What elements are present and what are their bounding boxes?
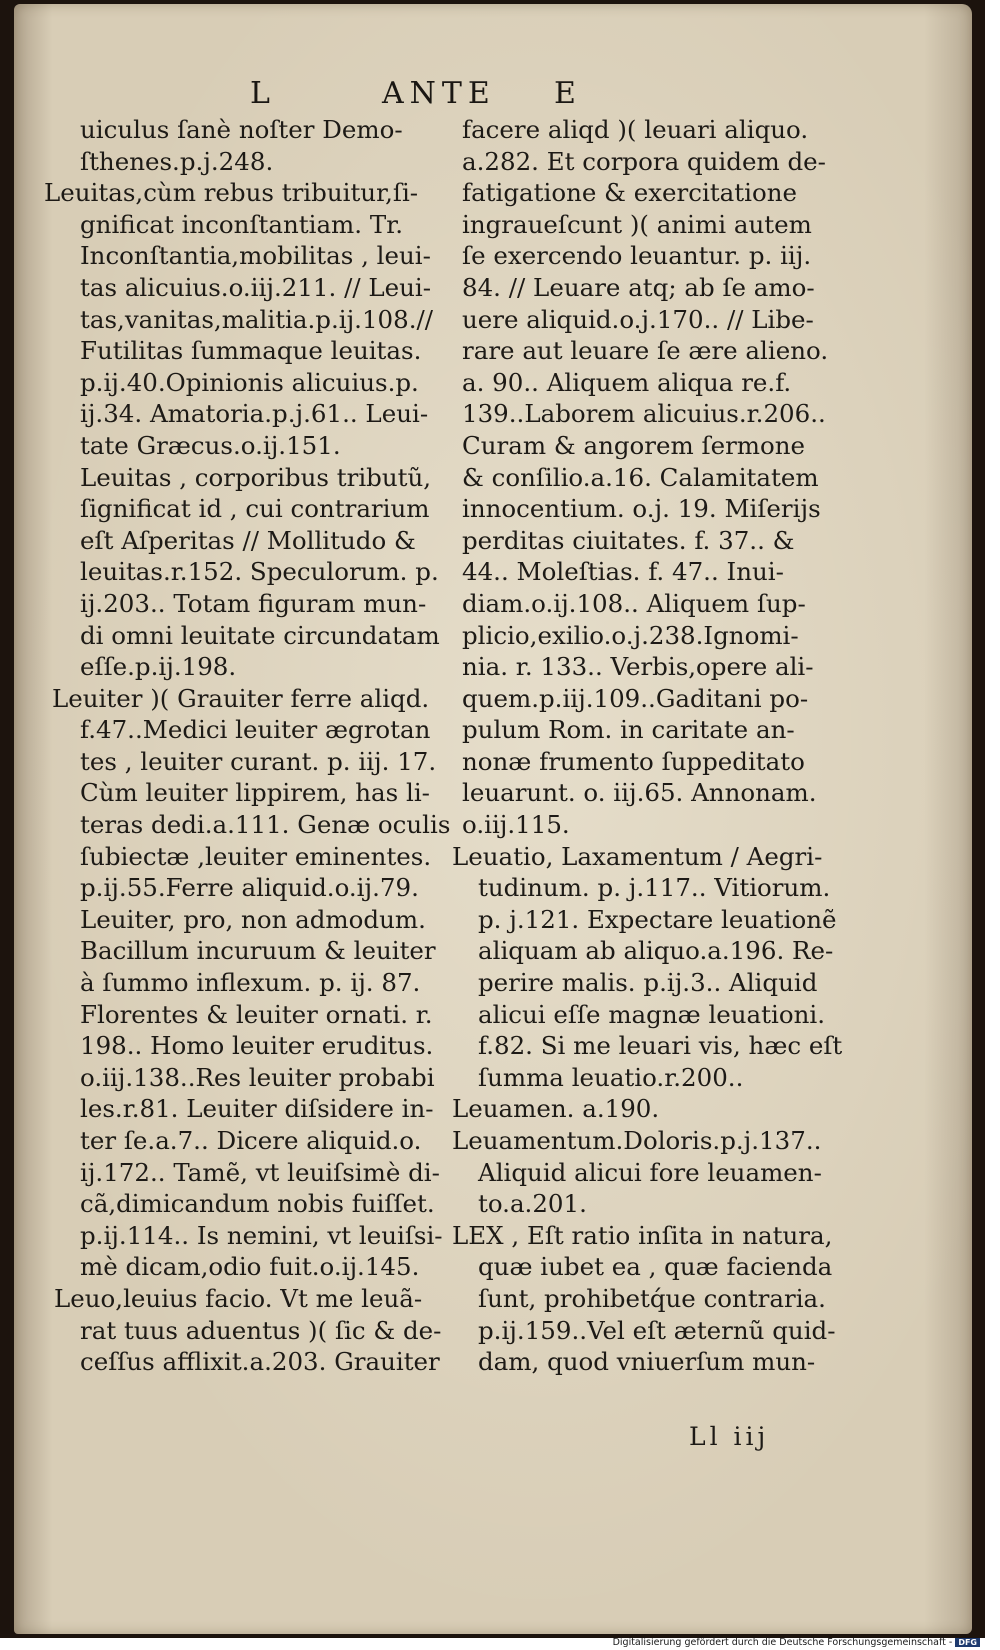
text-line: & conſilio.a.16. Calamitatem <box>462 462 819 492</box>
text-line: ſthenes.p.j.248. <box>80 146 274 176</box>
text-line: nonæ frumento ſuppeditato <box>462 746 805 776</box>
text-line: teras dedi.a.111. Genæ oculis <box>80 810 451 840</box>
left-column <box>44 114 464 1378</box>
text-line: ſignificat id , cui contrarium <box>80 494 430 524</box>
text-line: innocentium. o.j. 19. Miſerijs <box>462 494 821 524</box>
right-column <box>452 114 882 1378</box>
text-line: leuarunt. o. iij.65. Annonam. <box>462 778 817 808</box>
text-line: facere aliqd )( leuari aliquo. <box>462 115 809 144</box>
text-line: rat tuus aduentus )( ſic & de- <box>80 1315 442 1345</box>
text-line: Bacillum incuruum & leuiter <box>80 936 436 966</box>
running-head-right-letter: E <box>554 76 582 111</box>
text-line: Cùm leuiter lippirem, has li- <box>80 778 430 808</box>
text-line: Curam & angorem ſermone <box>462 430 806 460</box>
text-line: uiculus ſanè noſter Demo- <box>80 115 403 144</box>
text-line: Leuitas , corporibus tributũ, <box>80 462 432 492</box>
entry-headword-line: Leuamen. a.190. <box>452 1094 660 1124</box>
text-line: Florentes & leuiter ornati. r. <box>80 999 433 1029</box>
text-line: Aliquid alicui fore leuamen- <box>478 1157 822 1187</box>
text-line: to.a.201. <box>478 1189 587 1219</box>
entry-headword-line: Leuitas,cùm rebus tribuitur,ſi- <box>44 178 419 208</box>
text-line: o.iij.115. <box>462 810 570 840</box>
text-line: nia. r. 133.. Verbis,opere ali- <box>462 652 814 682</box>
text-line: tas,vanitas,malitia.p.ij.108.// <box>80 304 434 334</box>
running-head-word: ANTE <box>382 76 496 111</box>
text-line: ij.34. Amatoria.p.j.61.. Leui- <box>80 399 429 429</box>
text-line: ceſſus afflixit.a.203. Grauiter <box>80 1347 440 1377</box>
text-line: à ſummo inflexum. p. ij. 87. <box>80 968 421 998</box>
text-line: dam, quod vniuerſum mun- <box>478 1347 816 1377</box>
text-line: ingraueſcunt )( animi autem <box>462 209 812 239</box>
digitization-credit <box>613 1637 980 1648</box>
credit-text: Digitalisierung gefördert durch die Deutsche Forschungsgemeinschaft - <box>612 1637 953 1648</box>
text-line: Inconſtantia,mobilitas , leui- <box>80 241 431 271</box>
text-line: uere aliquid.o.j.170.. // Libe- <box>462 304 814 334</box>
text-line: perire malis. p.ij.3.. Aliquid <box>478 968 818 998</box>
text-line: 198.. Homo leuiter eruditus. <box>80 1031 434 1061</box>
text-line: leuitas.r.152. Speculorum. p. <box>80 557 439 587</box>
text-line: eſt Aſperitas // Mollitudo & <box>80 525 416 555</box>
entry-headword-line: Leuatio, Laxamentum / Aegri- <box>452 841 823 871</box>
text-line: ij.172.. Tamẽ, vt leuiſsimè di- <box>80 1157 440 1187</box>
text-line: ſumma leuatio.r.200.. <box>478 1062 744 1092</box>
text-line: ſubiectæ ,leuiter eminentes. <box>80 841 432 871</box>
text-line: cã,dimicandum nobis fuiſſet. <box>80 1189 435 1219</box>
text-line: tate Græcus.o.ij.151. <box>80 430 341 460</box>
text-line: quæ iubet ea , quæ facienda <box>478 1252 833 1282</box>
text-line: Leuiter, pro, non admodum. <box>80 904 426 934</box>
running-head-left-letter: L <box>250 76 276 111</box>
text-line: a.282. Et corpora quidem de- <box>462 146 826 176</box>
text-line: mè dicam,odio fuit.o.ij.145. <box>80 1252 420 1282</box>
text-line: plicio,exilio.o.j.238.Ignomi- <box>462 620 799 650</box>
text-line: ij.203.. Totam figuram mun- <box>80 588 427 618</box>
entry-headword-line: Leuiter )( Grauiter ferre aliqd. <box>52 683 430 713</box>
text-line: Futilitas ſummaque leuitas. <box>80 336 422 366</box>
text-line: f.47..Medici leuiter ægrotan <box>80 715 431 745</box>
text-line: a. 90.. Aliquem aliqua re.f. <box>462 367 792 397</box>
text-line: p. j.121. Expectare leuationẽ <box>478 904 837 934</box>
text-line: 44.. Moleſtias. f. 47.. Inui- <box>462 557 784 587</box>
text-line: ſunt, prohibetq́ue contraria. <box>478 1283 826 1313</box>
text-line: f.82. Si me leuari vis, hæc eſt <box>478 1031 843 1061</box>
entry-headword-line: Leuo,leuius facio. Vt me leuã- <box>54 1283 423 1313</box>
text-line: di omni leuitate circundatam <box>80 620 440 650</box>
dfg-logo-icon: DFG <box>955 1638 980 1647</box>
entry-headword-line: LEX , Eſt ratio inſita in natura, <box>452 1220 833 1250</box>
entry-headword-line: Leuamentum.Doloris.p.j.137.. <box>452 1126 822 1155</box>
running-head <box>14 76 972 116</box>
text-line: tes , leuiter curant. p. iij. 17. <box>80 746 437 776</box>
text-line: gnificat inconſtantiam. Tr. <box>80 209 404 239</box>
text-line: alicui eſſe magnæ leuationi. <box>478 999 825 1029</box>
text-line: eſſe.p.ij.198. <box>80 652 237 682</box>
text-line: quem.p.iij.109..Gaditani po- <box>462 683 809 713</box>
text-line: rare aut leuare ſe ære alieno. <box>462 336 829 366</box>
text-line: p.ij.159..Vel eſt æternũ quid- <box>478 1315 836 1345</box>
text-line: o.iij.138..Res leuiter probabi <box>80 1062 435 1092</box>
text-line: ſe exercendo leuantur. p. iij. <box>462 241 812 271</box>
text-line: ter ſe.a.7.. Dicere aliquid.o. <box>80 1126 422 1155</box>
signature-mark: Ll iij <box>689 1422 770 1451</box>
text-line: tas alicuius.o.iij.211. // Leui- <box>80 272 432 302</box>
book-page <box>14 4 972 1634</box>
text-line: les.r.81. Leuiter diſsidere in- <box>80 1094 434 1124</box>
text-line: 84. // Leuare atq; ab ſe amo- <box>462 272 815 302</box>
text-line: fatigatione & exercitatione <box>462 178 797 208</box>
text-line: p.ij.55.Ferre aliquid.o.ij.79. <box>80 873 419 903</box>
text-line: tudinum. p. j.117.. Vitiorum. <box>478 873 831 903</box>
text-line: p.ij.40.Opinionis alicuius.p. <box>80 367 419 397</box>
text-line: p.ij.114.. Is nemini, vt leuiſsi- <box>80 1220 443 1250</box>
text-line: perditas ciuitates. f. 37.. & <box>462 525 795 555</box>
text-line: aliquam ab aliquo.a.196. Re- <box>478 936 834 966</box>
text-line: 139..Laborem alicuius.r.206.. <box>462 399 826 429</box>
text-line: pulum Rom. in caritate an- <box>462 715 795 745</box>
text-line: diam.o.ij.108.. Aliquem ſup- <box>462 588 806 618</box>
